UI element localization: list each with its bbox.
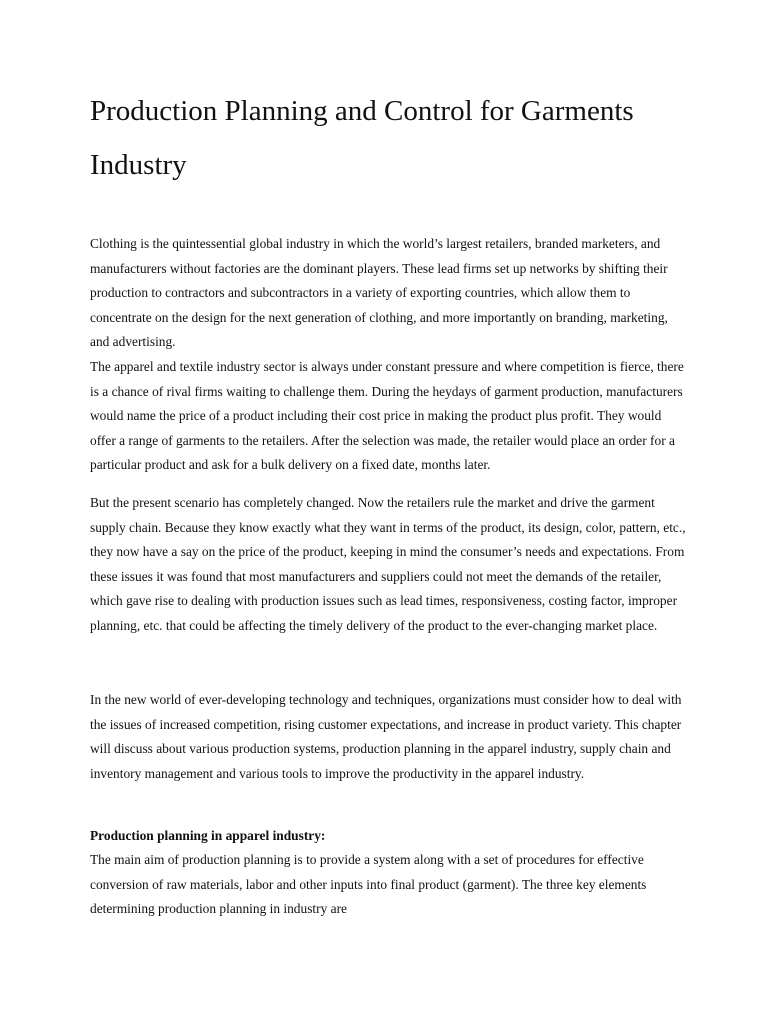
paragraph-production-planning: The main aim of production planning is to provide a system along with a set of procedures for effective conversion of raw materials, labor and other inputs into final product (garment). The three key elements determining production planning in industry are — [90, 852, 647, 917]
document-title: Production Planning and Control for Garments Industry — [90, 95, 634, 181]
paragraph-present-scenario: But the present scenario has completely changed. Now the retailers rule the market and drive the garment supply chain. Because they know exactly what they want in terms of the product, its design, color, pattern, etc., they now have a say on the price of the product, keeping in mind the consumer’s needs and expectations. From these issues it was found that most manufacturers and suppliers could not meet the demands of the retailer, which gave rise to dealing with production issues such as lead times, responsiveness, costing factor, improper planning, etc. that could be affecting the timely delivery of the product to the ever-changing market place. — [90, 495, 686, 633]
paragraph-intro: Clothing is the quintessential global industry in which the world’s largest retailers, branded marketers, and manufacturers without factories are the dominant players. These lead firms set up networks by shifting their production to contractors and subcontractors in a variety of exporting countries, which allow them to concentrate on the design for the next generation of clothing, and more importantly on branding, marketing, and advertising. — [90, 236, 668, 350]
section-heading: Production planning in apparel industry: — [90, 828, 326, 843]
paragraph-industry-pressure: The apparel and textile industry sector is always under constant pressure and where competition is fierce, there is a chance of rival firms waiting to challenge them. During the heydays of garment production, manufacturers would name the price of a product including their cost price in making the product plus profit. They would offer a range of garments to the retailers. After the selection was made, the retailer would place an order for a particular product and ask for a bulk delivery on a fixed date, months later. — [90, 359, 684, 473]
paragraph-new-world: In the new world of ever-developing technology and techniques, organizations must consider how to deal with the issues of increased competition, rising customer expectations, and increase in product variety. This chapter will discuss about various production systems, production planning in the apparel industry, supply chain and inventory management and various tools to improve the productivity in the apparel industry. — [90, 692, 682, 781]
